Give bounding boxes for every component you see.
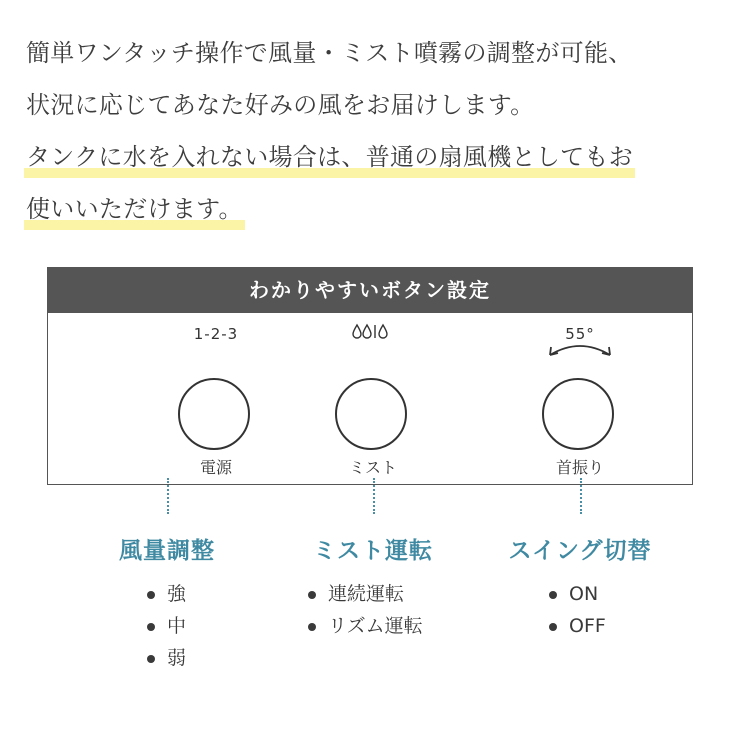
mist-options-list	[308, 578, 423, 642]
panel-title: わかりやすいボタン設定	[48, 268, 692, 313]
swing-options-list	[549, 578, 606, 642]
intro-line-3: タンクに水を入れない場合は、普通の扇風機としてもお	[26, 143, 634, 171]
power-speed-indicator: 1-2-3	[193, 325, 239, 343]
swing-button[interactable]	[542, 378, 614, 450]
highlight-line-4	[24, 194, 245, 224]
intro-line-4: 使いいただけます。	[26, 195, 243, 223]
connector-power	[167, 478, 169, 514]
feature-title-mist: ミスト運転	[313, 538, 433, 564]
wind-options-list	[147, 578, 186, 674]
highlight-line-3	[24, 142, 635, 172]
connector-swing	[580, 478, 582, 514]
intro-line-1: 簡単ワンタッチ操作で風量・ミスト噴霧の調整が可能、	[26, 39, 633, 67]
swing-arrow-icon	[540, 339, 620, 361]
swing-angle-label: 55°	[565, 325, 595, 343]
list-item: リズム運転	[308, 610, 423, 642]
swing-button-group	[480, 313, 680, 477]
mist-drops-icon	[273, 323, 473, 345]
list-item: ON	[549, 578, 606, 610]
list-item: 中	[147, 610, 186, 642]
list-item: 連続運転	[308, 578, 423, 610]
intro-text	[26, 38, 726, 246]
power-button[interactable]	[178, 378, 250, 450]
list-item: OFF	[549, 610, 606, 642]
list-item: 強	[147, 578, 186, 610]
connector-mist	[373, 478, 375, 514]
feature-title-swing: スイング切替	[508, 538, 652, 564]
power-button-label: 電源	[199, 458, 232, 477]
intro-line-2: 状況に応じてあなた好みの風をお届けします。	[26, 91, 535, 119]
mist-button-label: ミスト	[348, 458, 397, 477]
button-panel	[47, 267, 693, 485]
swing-button-label: 首振り	[555, 458, 604, 477]
feature-title-wind: 風量調整	[119, 538, 215, 564]
mist-button[interactable]	[335, 378, 407, 450]
mist-button-group	[273, 313, 473, 477]
list-item: 弱	[147, 642, 186, 674]
